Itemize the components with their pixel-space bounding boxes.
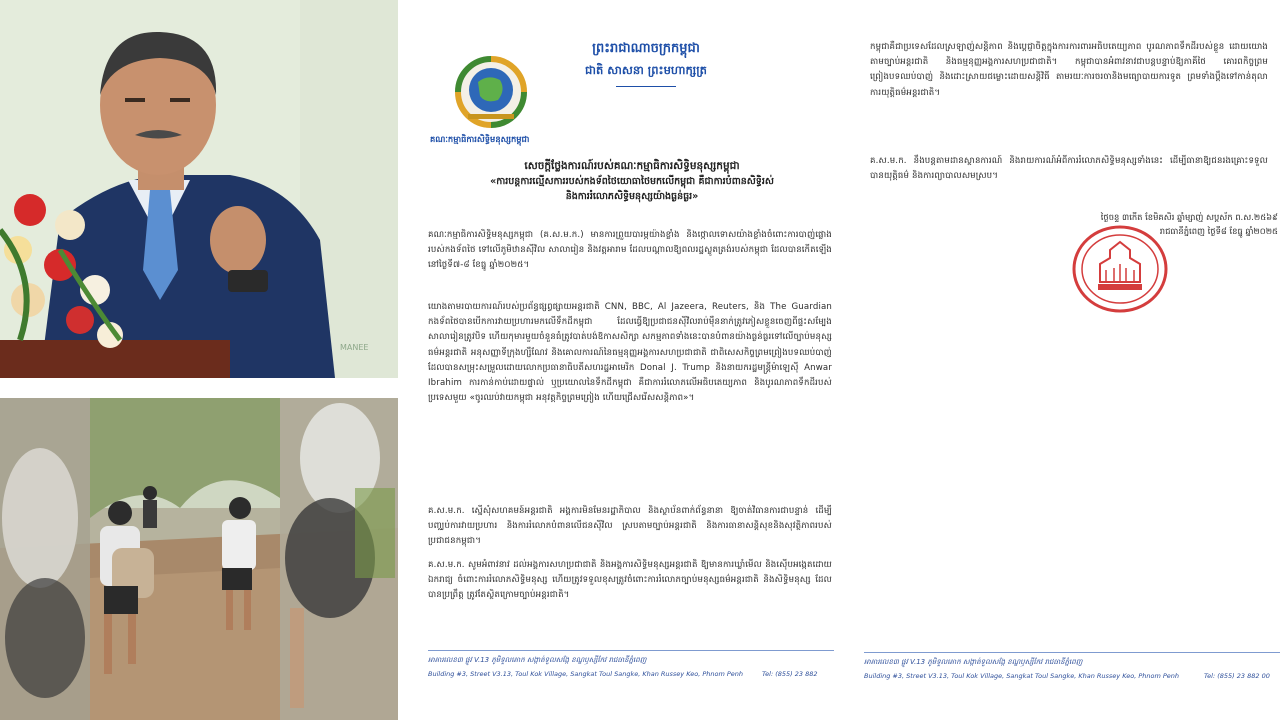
kingdom-heading: ព្រះរាជាណាចក្រកម្ពុជា	[592, 41, 700, 56]
statement-subtitle-1: «ការបន្តការល្មើសការរបស់កងទ័ពថៃយោធាថៃមកលើកម្ពុជា គឺជាការបំពានសិទ្ធិរស់	[490, 176, 774, 187]
org-name-label: គណៈកម្មាធិការសិទ្ធិមនុស្សកម្ពុជា	[430, 134, 530, 144]
page2-paragraph-1: កម្ពុជាគឺជាប្រទេសដែលស្រឡាញ់សន្តិភាព និងប្ដេជ្ញាចិត្តក្នុងការការពារអធិបតេយ្យភាព បូរណភាពទឹកដីរបស់ខ្លួន ដោយយោងតាមច្បាប់អន្តរជាតិ និងធម្មនុញ្ញអង្គការសហប្រជាជាតិ។ កម្ពុជាបានអំពាវនាវជាបន្តបន្ទាប់ឱ្យភាគីថៃ គោរពកិច្ចព្រមព្រៀងបទឈប់បាញ់ និងដោះស្រាយជម្លោះដោយសន្តិវិធី តាមរយៈការចរចានិងមធ្យោបាយការទូត ព្រមទាំងប្ដឹងទៅកាន់តុលាការយុត្តិធម៌អន្តរជាតិ។	[870, 42, 1268, 98]
lunar-date: ថ្ងៃចន្ទ ៣កើត ខែមិគសិរ ឆ្នាំម្សាញ់ សប្តស័ក ព.ស.២៥៦៩	[1100, 212, 1278, 222]
page2-footer-tel: Tel: (855) 23 882 00	[1204, 672, 1270, 680]
photo-divider	[0, 378, 398, 398]
paragraph-2: យោងតាមរបាយការណ៍របស់ប្រព័ន្ធផ្សព្វផ្សាយអន្តរជាតិ CNN, BBC, Al Jazeera, Reuters, និង The Guardian កងទ័ពថៃបានបើកការវាយប្រហារមកលើទឹកដីកម្ពុជា ដែលធ្វើឱ្យប្រជាជនស៊ីវិលរាប់ម៉ឺននាក់ត្រូវភៀសខ្លួនចេញពីផ្ទះសម្បែង សាលារៀនត្រូវបិទ ហើយកុមារមួយចំនួនធំត្រូវបាត់បង់ឱកាសសិក្សា សកម្មភាពទាំងនេះបានបំពានយ៉ាងធ្ងន់ធ្ងរទៅលើច្បាប់មនុស្សធម៌អន្តរជាតិ អនុសញ្ញាទីក្រុងហ្សឺណែវ និងគោលការណ៍នៃធម្មនុញ្ញអង្គការសហប្រជាជាតិ ជាពិសេសកិច្ចព្រមព្រៀងបទឈប់បាញ់ ដែលបានសម្រុះសម្រួលដោយលោកប្រធានាធិបតីសហរដ្ឋអាមេរិក Donal J. Trump និងនាយករដ្ឋមន្ត្រីម៉ាឡេស៊ី Anwar Ibrahim ការកាន់កាប់ដោយផ្ទាល់ ឬប្រយោលនៃទឹកដីកម្ពុជា គឺជាការរំលោភលើអធិបតេយ្យភាព និងបូរណភាពទឹកដីរបស់ប្រទេសមួយ «ចូរឈប់វាយកម្ពុជា អនុវត្តកិច្ចព្រមព្រៀង ហើយជ្រើសរើសសន្តិភាព»។	[428, 302, 832, 404]
paragraph-1: គណៈកម្មាធិការសិទ្ធិមនុស្សកម្ពុជា (គ.ស.ម.ក.) មានការព្រួយបារម្ភយ៉ាងខ្លាំង និងថ្កោលទោសយ៉ាងខ្លាំងចំពោះការបាញ់ផ្លោងរបស់កងទ័ពថៃ ទៅលើភូមិឋានស៊ីវិល សាលារៀន និងវត្តអារាម ដែលបណ្ដាលឱ្យពលរដ្ឋស្លូតត្រង់របស់កម្ពុជា ដែលបានកើតឡើងនៅថ្ងៃទី៧-៨ ខែធ្នូ ឆ្នាំ២០២៥។	[428, 230, 832, 271]
statement-subtitle-2: និងការរំលោភសិទ្ធិមនុស្សយ៉ាងធ្ងន់ធ្ងរ»	[565, 191, 699, 202]
speaker-photo	[0, 0, 398, 378]
paragraph-4: គ.ស.ម.ក. សូមអំពាវនាវ ដល់អង្គការសហប្រជាជាតិ និងអង្គការសិទ្ធិមនុស្សអន្តរជាតិ ឱ្យមានការឃ្លាំមើល និងស៊ើបអង្កេតដោយឯករាជ្យ ចំពោះការរំលោភសិទ្ធិមនុស្ស ហើយត្រូវទទួលខុសត្រូវចំពោះការរំលោភច្បាប់មនុស្សធម៌អន្តរជាតិ និងសិទ្ធិមនុស្ស ដែលបានប្រព្រឹត្ត ត្រូវតែស្ថិតក្រោមច្បាប់អន្តរជាតិ។	[428, 560, 832, 601]
page2-footer-address-en: Building #3, Street V3.13, Toul Kok Village, Sangkat Toul Sangke, Khan Russey Keo, Phnom Penh	[864, 672, 1180, 680]
official-seal-icon	[1070, 224, 1170, 314]
page2-paragraph-2: គ.ស.ម.ក. នឹងបន្តតាមដានស្ថានការណ៍ និងរាយការណ៍អំពីការរំលោភសិទ្ធិមនុស្សទាំងនេះ ដើម្បីធានាឱ្យជនរងគ្រោះទទួលបានយុត្តិធម៌ និងការព្យាបាលសមស្រប។	[870, 156, 1268, 182]
statement-title: សេចក្ដីថ្លែងការណ៍របស់គណៈកម្មាធិការសិទ្ធិមនុស្សកម្ពុជា	[524, 160, 740, 172]
speaker-photo-illustration	[0, 0, 398, 378]
signing-date: រាជធានីភ្នំពេញ ថ្ងៃទី៨ ខែធ្នូ ឆ្នាំ២០២៥	[1159, 226, 1278, 236]
motto-heading: ជាតិ សាសនា ព្រះមហាក្សត្រ	[585, 63, 707, 77]
page2-footer-address-kh: អាគារលេខ៣ ផ្លូវ V.13 ភូមិទួលគោក សង្កាត់ទួលសង្កែ ខណ្ឌឫស្សីកែវ រាជធានីភ្នំពេញ	[864, 658, 1083, 666]
footer-address-en: Building #3, Street V3.13, Toul Kok Village, Sangkat Toul Sangke, Khan Russey Keo, Phnom Penh	[428, 670, 744, 678]
students-photo-illustration	[0, 398, 398, 720]
statement-page-1	[402, 0, 842, 720]
statement-page-2	[848, 0, 1280, 720]
footer-divider	[428, 650, 834, 651]
header-divider	[616, 86, 676, 87]
footer-tel: Tel: (855) 23 882	[762, 670, 818, 678]
students-running-photo	[0, 398, 398, 720]
org-logo-icon	[448, 52, 534, 132]
svg-text:MANEE: MANEE	[340, 343, 369, 352]
footer-address-kh: អាគារលេខ៣ ផ្លូវ V.13 ភូមិទួលគោក សង្កាត់ទួលសង្កែ ខណ្ឌឫស្សីកែវ រាជធានីភ្នំពេញ	[428, 656, 647, 664]
page2-footer-divider	[864, 652, 1280, 653]
paragraph-3: គ.ស.ម.ក. ស្នើសុំសហគមន៍អន្តរជាតិ អង្គការមិនមែនរដ្ឋាភិបាល និងស្ថាប័នពាក់ព័ន្ធនានា ឱ្យចាត់វិធានការជាបន្ទាន់ ដើម្បីបញ្ឈប់ការវាយប្រហារ និងការរំលោភបំពានលើជនស៊ីវិល ស្របតាមច្បាប់អន្តរជាតិ និងការធានាសន្តិសុខនិងសុវត្ថិភាពរបស់ប្រជាជនកម្ពុជា។	[428, 506, 832, 547]
